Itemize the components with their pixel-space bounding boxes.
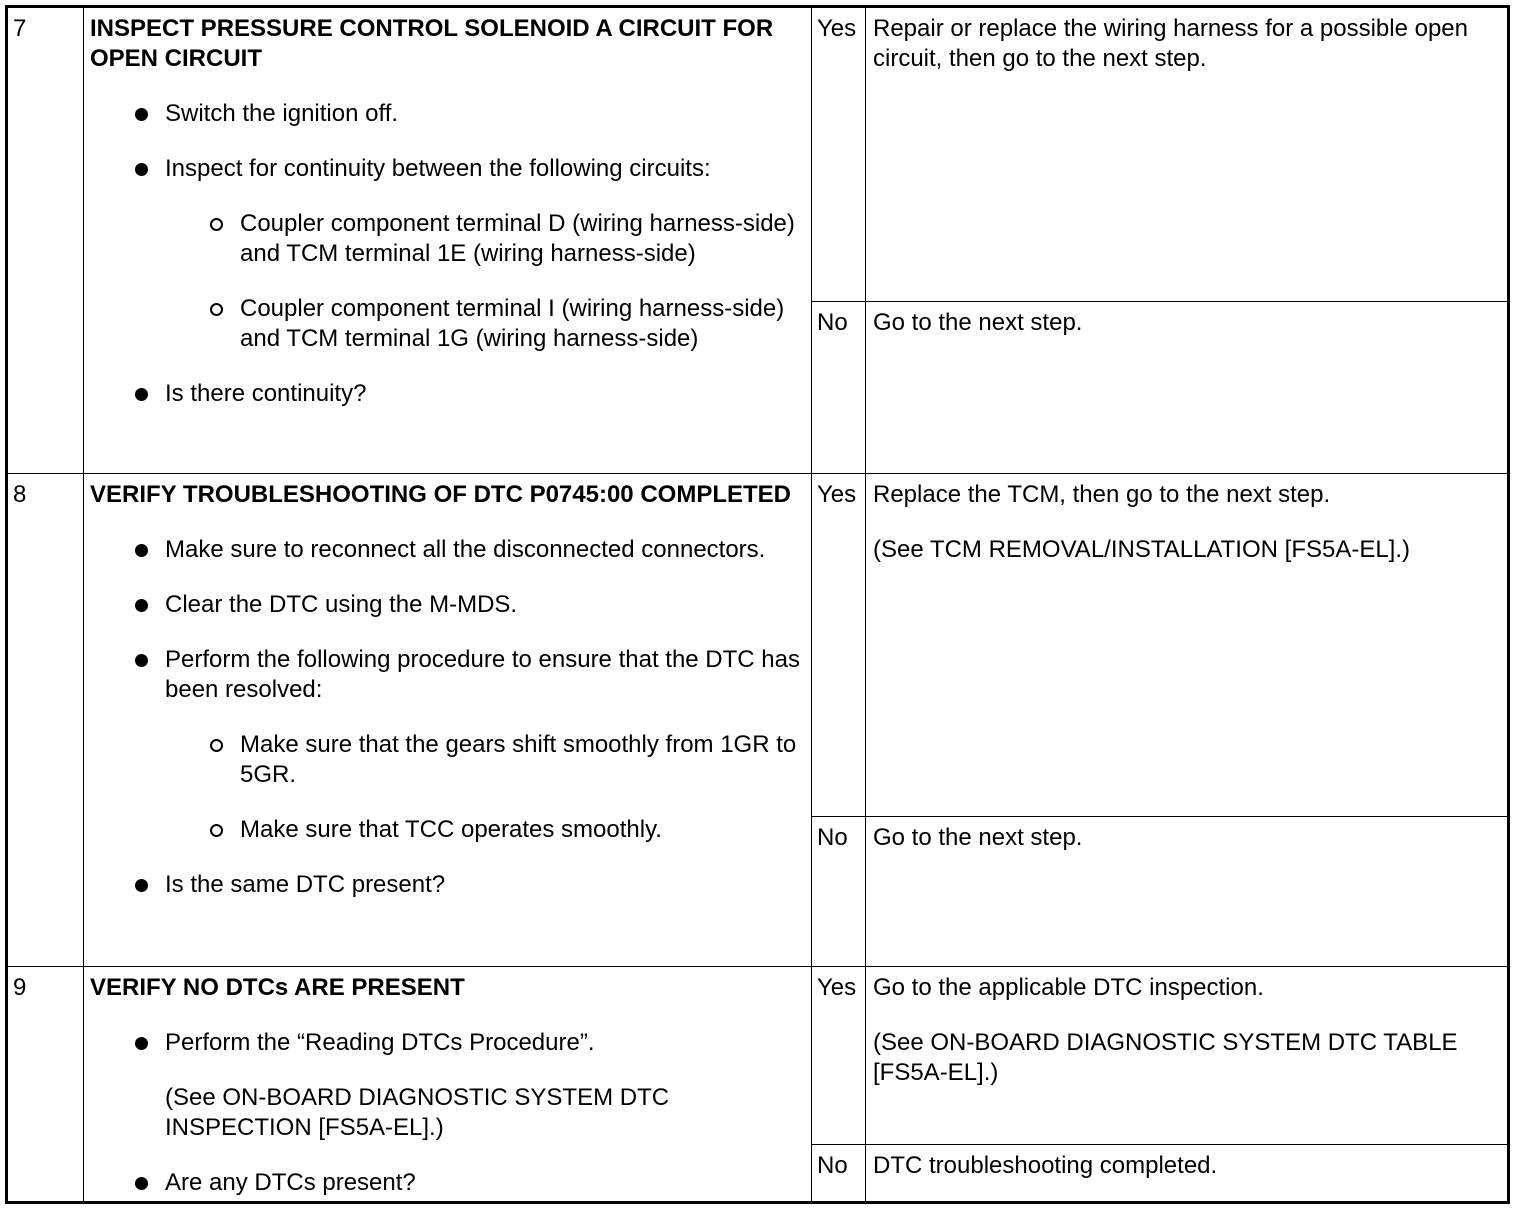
step-title: INSPECT PRESSURE CONTROL SOLENOID A CIRCUIT FOR OPEN CIRCUIT	[90, 15, 774, 72]
step-number: 8	[7, 474, 84, 967]
action-text: DTC troubleshooting completed.	[873, 1152, 1218, 1179]
step-7-yes-row	[7, 7, 1509, 302]
no-action	[866, 302, 1509, 474]
sub-bullet-item	[165, 815, 805, 845]
bullet-item	[90, 154, 805, 354]
sub-bullet-list	[165, 730, 805, 845]
bullet-text: Make sure to reconnect all the disconnected connectors.	[165, 536, 766, 563]
bullet-text: Inspect for continuity between the following circuits:	[165, 155, 711, 182]
yes-label: Yes	[812, 967, 866, 1145]
action-text: Go to the applicable DTC inspection.	[873, 974, 1264, 1001]
sub-bullet-text: Make sure that the gears shift smoothly from 1GR to 5GR.	[240, 731, 797, 788]
bullet-reference: (See ON-BOARD DIAGNOSTIC SYSTEM DTC INSPECTION [FS5A-EL].)	[165, 1084, 670, 1141]
bullet-item	[90, 379, 805, 409]
step-9-yes-row	[7, 967, 1509, 1145]
bullet-list	[90, 535, 805, 900]
action-reference: (See TCM REMOVAL/INSTALLATION [FS5A-EL].)	[873, 536, 1411, 563]
no-label: No	[812, 1145, 866, 1203]
step-inspection	[84, 967, 812, 1203]
yes-label: Yes	[812, 7, 866, 302]
bullet-item	[90, 645, 805, 845]
sub-bullet-text: Coupler component terminal D (wiring harness-side) and TCM terminal 1E (wiring harness-side)	[240, 210, 795, 267]
sub-bullet-text: Coupler component terminal I (wiring harness-side) and TCM terminal 1G (wiring harness-side)	[240, 295, 785, 352]
action-reference: (See ON-BOARD DIAGNOSTIC SYSTEM DTC TABLE [FS5A-EL].)	[873, 1029, 1458, 1086]
sub-bullet-item	[165, 209, 805, 269]
bullet-text: Switch the ignition off.	[165, 100, 399, 127]
yes-action	[866, 967, 1509, 1145]
bullet-text: Perform the following procedure to ensure that the DTC has been resolved:	[165, 646, 800, 703]
step-inspection	[84, 7, 812, 474]
sub-bullet-text: Make sure that TCC operates smoothly.	[240, 816, 662, 843]
bullet-list	[90, 1028, 805, 1198]
step-inspection	[84, 474, 812, 967]
bullet-item	[90, 1168, 805, 1198]
sub-bullet-item	[165, 730, 805, 790]
action-text: Go to the next step.	[873, 309, 1083, 336]
bullet-text: Clear the DTC using the M-MDS.	[165, 591, 518, 618]
step-number: 7	[7, 7, 84, 474]
no-label: No	[812, 302, 866, 474]
action-text: Repair or replace the wiring harness for a possible open circuit, then go to the next step.	[873, 15, 1468, 72]
yes-action	[866, 7, 1509, 302]
action-text: Go to the next step.	[873, 824, 1083, 851]
yes-label: Yes	[812, 474, 866, 817]
bullet-item	[90, 99, 805, 129]
no-label: No	[812, 817, 866, 967]
troubleshooting-table	[5, 5, 1510, 1204]
no-action	[866, 1145, 1509, 1203]
step-number: 9	[7, 967, 84, 1203]
no-action	[866, 817, 1509, 967]
bullet-text: Is there continuity?	[165, 380, 367, 407]
step-8-yes-row	[7, 474, 1509, 817]
bullet-item	[90, 870, 805, 900]
yes-action	[866, 474, 1509, 817]
step-title: VERIFY TROUBLESHOOTING OF DTC P0745:00 COMPLETED	[90, 481, 791, 508]
bullet-item	[90, 535, 805, 565]
bullet-text: Is the same DTC present?	[165, 871, 446, 898]
bullet-text: Are any DTCs present?	[165, 1169, 416, 1196]
action-text: Replace the TCM, then go to the next step.	[873, 481, 1331, 508]
bullet-item	[90, 590, 805, 620]
bullet-text: Perform the “Reading DTCs Procedure”.	[165, 1029, 595, 1056]
bullet-list	[90, 99, 805, 409]
step-title: VERIFY NO DTCs ARE PRESENT	[90, 974, 465, 1001]
sub-bullet-item	[165, 294, 805, 354]
sub-bullet-list	[165, 209, 805, 354]
bullet-item	[90, 1028, 805, 1143]
